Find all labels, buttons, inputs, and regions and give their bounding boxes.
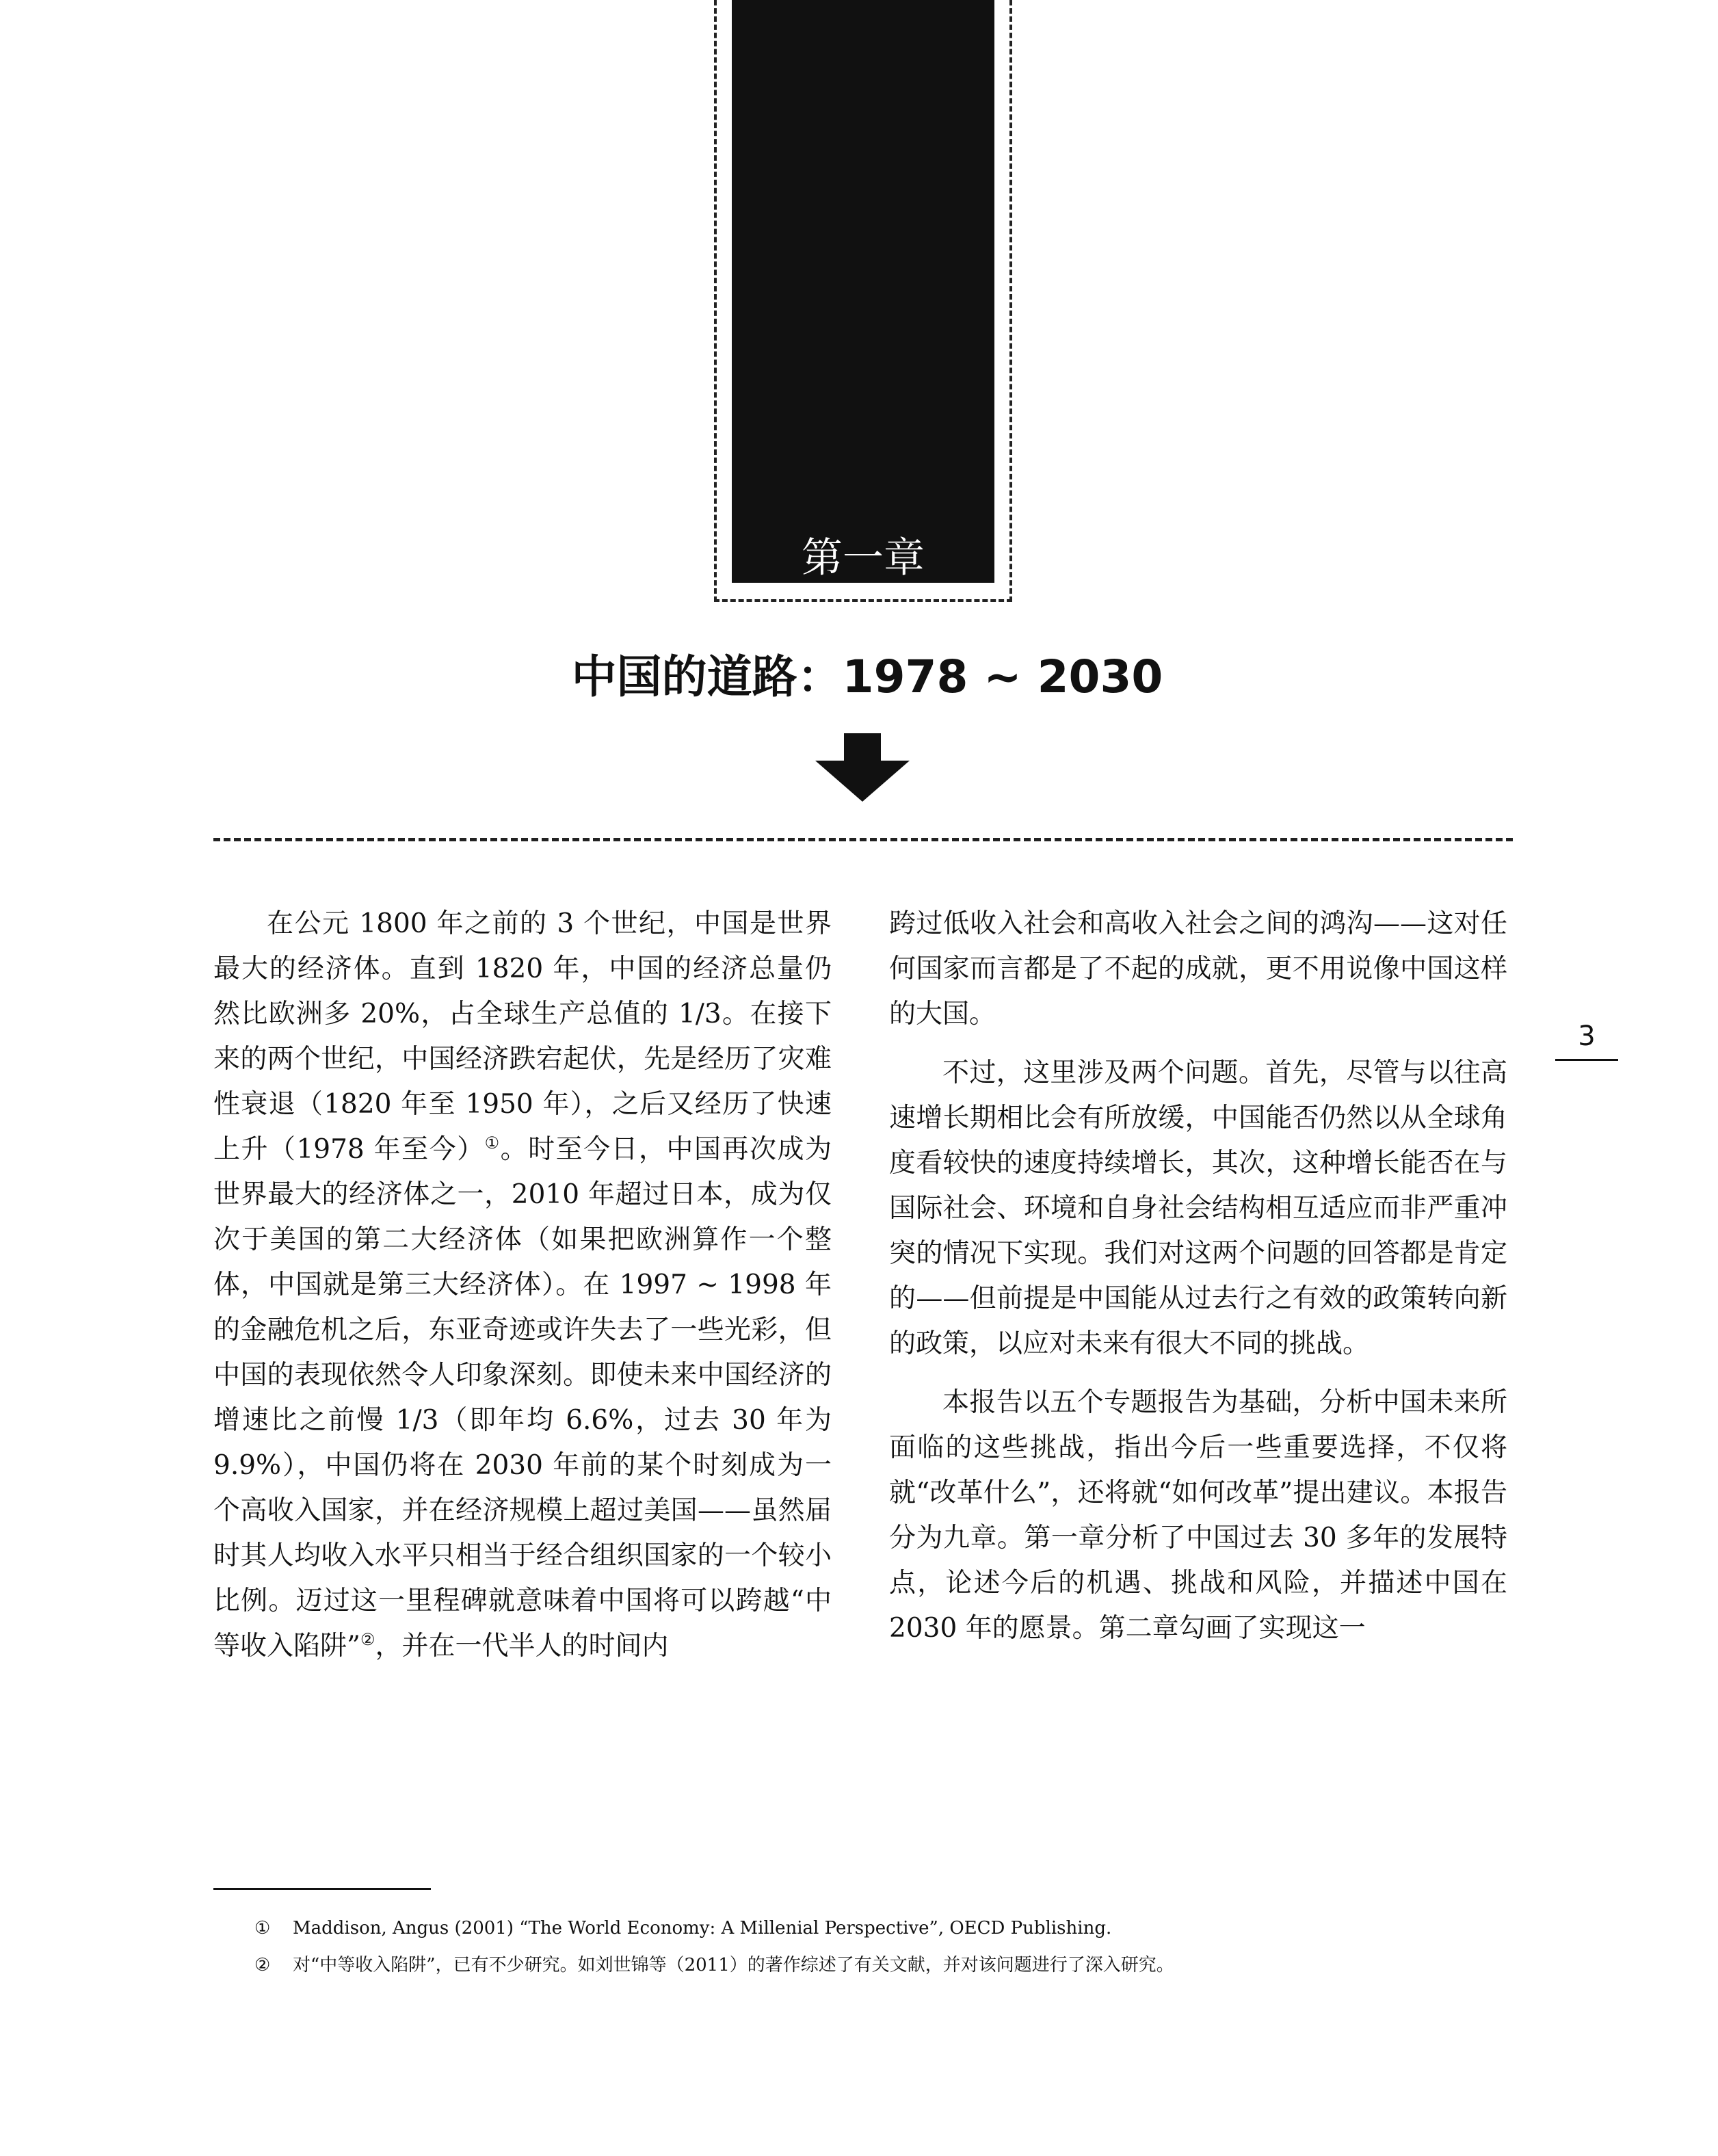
paragraph-text: 。时至今日，中国再次成为世界最大的经济体之一，2010 年超过日本，成为仅次于美国的第二大经济体（如果把欧洲算作一个整体，中国就是第三大经济体）。在 1997 ~ 1998 年的金融危机之后，东亚奇迹或许失去了一些光彩，但中国的表现依然令人印象深刻。即使未来中国经济的增速比之前慢 1/3（即年均 6.6%，过去 30 年为 9.9%），中国仍将在 2030 年前的某个时刻成为一个高收入国家，并在经济规模上超过美国——虽然届时其人均收入水平只相当于经合组织国家的一个较小比例。迈过这一里程碑就意味着中国将可以跨越“中等收入陷阱” [213, 1134, 832, 1661]
paragraph-text: 在公元 1800 年之前的 3 个世纪，中国是世界最大的经济体。直到 1820 年，中国的经济总量仍然比欧洲多 20%，占全球生产总值的 1/3。在接下来的两个世纪，中国经济跌宕起伏，先是经历了灾难性衰退（1820 年至 1950 年），之后又经历了快速上升（1978 年至今） [213, 908, 832, 1165]
section-divider [213, 838, 1513, 841]
footnote-mark: ② [254, 1955, 271, 1975]
paragraph: 不过，这里涉及两个问题。首先，尽管与以往高速增长期相比会有所放缓，中国能否仍然以从全球角度看较快的速度持续增长，其次，这种增长能否在与国际社会、环境和自身社会结构相互适应而非严重冲突的情况下实现。我们对这两个问题的回答都是肯定的——但前提是中国能从过去行之有效的政策转向新的政策，以应对未来有很大不同的挑战。 [889, 1057, 1507, 1359]
left-column [213, 902, 832, 1669]
paragraph-text: ，并在一代半人的时间内 [375, 1631, 669, 1661]
footnote-2 [254, 1952, 1520, 1978]
paragraph: 跨过低收入社会和高收入社会之间的鸿沟——这对任何国家而言都是了不起的成就，更不用说像中国这样的大国。 [889, 908, 1507, 1029]
footnote-separator [213, 1888, 431, 1890]
paragraph: 本报告以五个专题报告为基础，分析中国未来所面临的这些挑战，指出今后一些重要选择，不仅将就“改革什么”，还将就“如何改革”提出建议。本报告分为九章。第一章分析了中国过去 30 多年的发展特点，论述今后的机遇、挑战和风险，并描述中国在 2030 年的愿景。第二章勾画了实现这一 [889, 1387, 1507, 1644]
chapter-banner [732, 0, 994, 583]
right-column [889, 902, 1507, 1651]
footnote-mark: ① [254, 1918, 271, 1938]
footnote-text: Maddison, Angus (2001) “The World Economy: A Millenial Perspective”, OECD Publishing. [293, 1918, 1112, 1938]
footnote-ref-2[interactable]: ② [360, 1630, 375, 1649]
page-number: 3 [1578, 1021, 1596, 1052]
footnote-ref-1[interactable]: ① [484, 1133, 501, 1153]
chapter-label: 第一章 [802, 534, 925, 582]
footnote-1 [254, 1915, 1520, 1941]
footnote-text: 对“中等收入陷阱”，已有不少研究。如刘世锦等（2011）的著作综述了有关文献，并对该问题进行了深入研究。 [293, 1955, 1174, 1975]
page-number-rule [1555, 1059, 1618, 1061]
paragraph [213, 902, 832, 1669]
chapter-title: 中国的道路：1978 ~ 2030 [571, 650, 1163, 703]
down-arrow-icon [815, 733, 910, 802]
